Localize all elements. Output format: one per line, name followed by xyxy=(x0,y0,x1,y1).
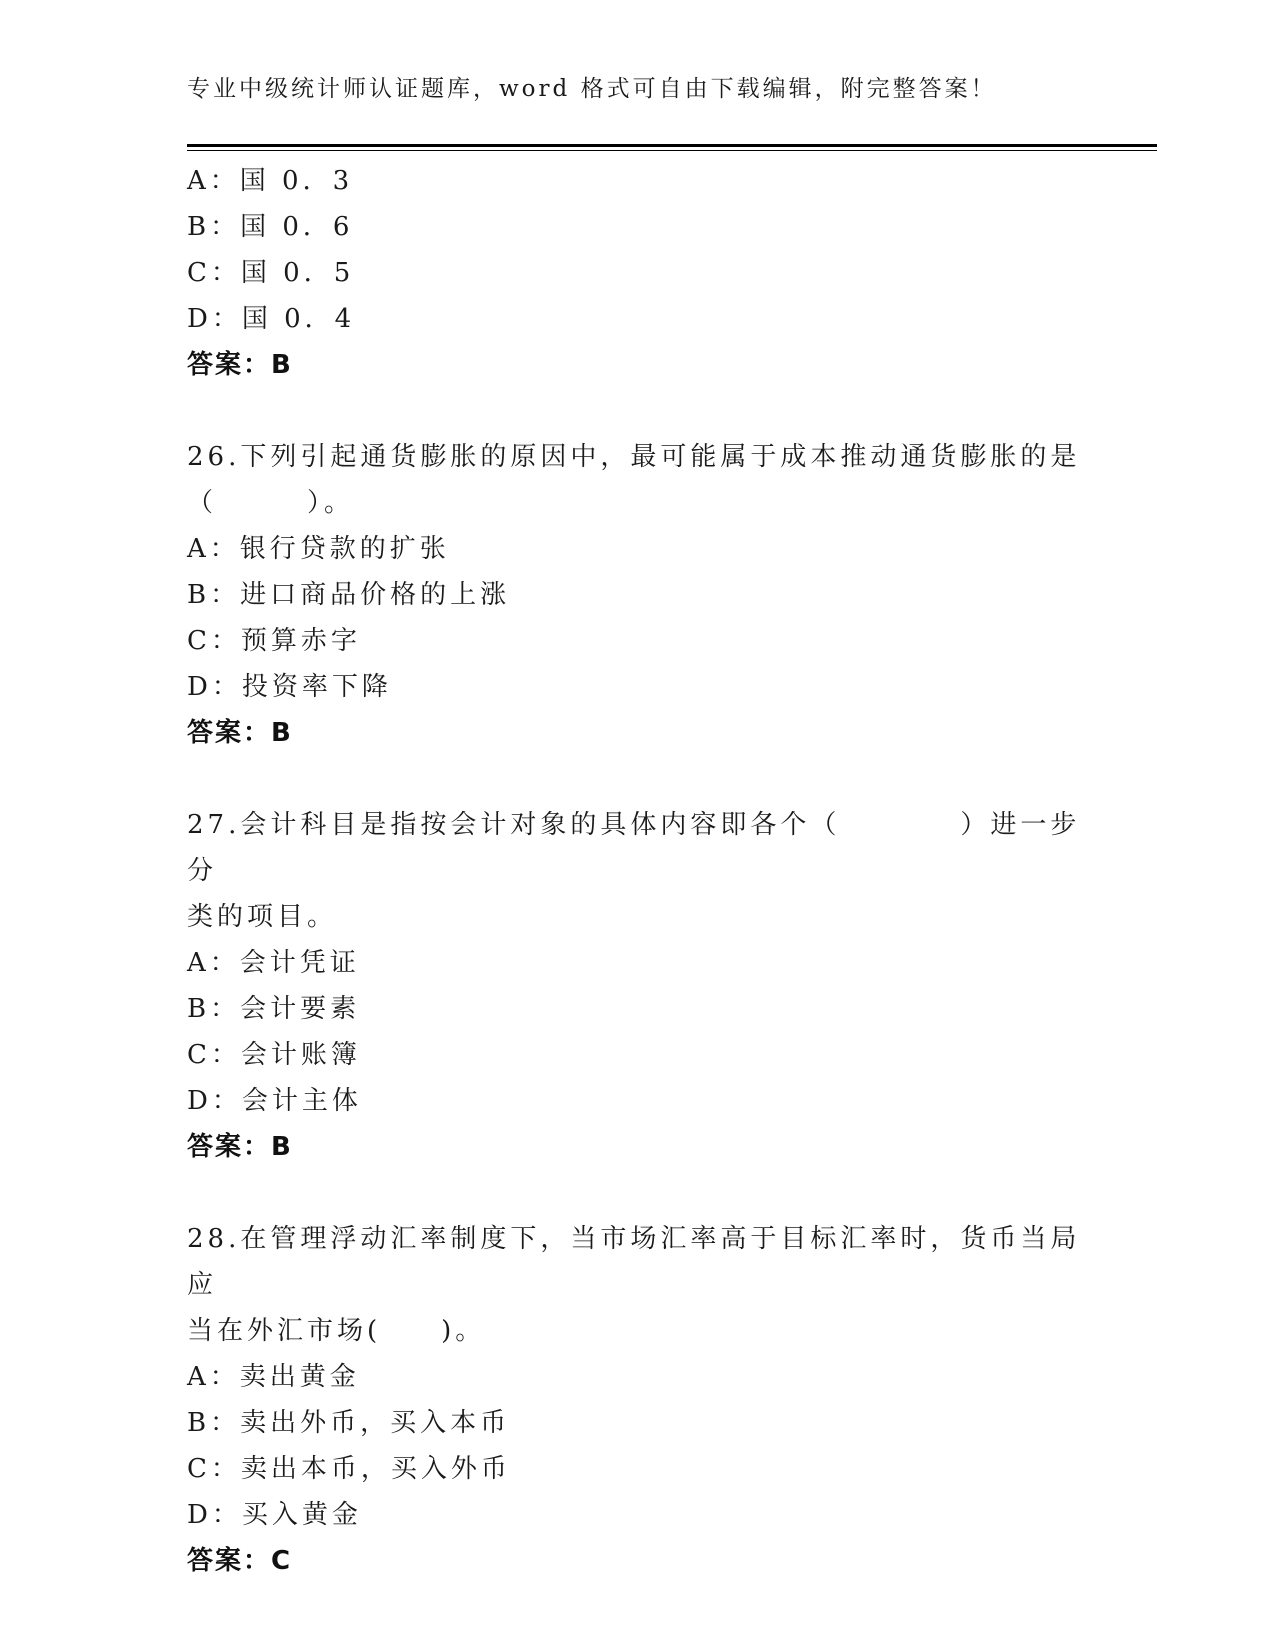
question-stem-line2: 类的项目。 xyxy=(187,902,338,932)
option-c: C：卖出本币，买入外币 xyxy=(187,1454,511,1484)
option-a: A：国 0．3 xyxy=(187,166,354,196)
option-c: C：预算赤字 xyxy=(187,626,361,656)
option-b: B：国 0．6 xyxy=(187,212,354,242)
answer: 答案：B xyxy=(187,718,293,748)
option-d: D：买入黄金 xyxy=(187,1500,362,1530)
question-stem-line1: 26.下列引起通货膨胀的原因中，最可能属于成本推动通货膨胀的是 xyxy=(187,442,1081,472)
option-b: B：卖出外币，买入本币 xyxy=(187,1408,511,1438)
answer: 答案：C xyxy=(187,1546,293,1576)
question-stem-line1: 28.在管理浮动汇率制度下，当市场汇率高于目标汇率时，货币当局应 xyxy=(187,1224,1081,1300)
option-a: A：卖出黄金 xyxy=(187,1362,360,1392)
spacer xyxy=(187,1170,1087,1216)
question-25-continued xyxy=(187,158,1087,388)
answer: 答案：B xyxy=(187,350,293,380)
option-b: B：进口商品价格的上涨 xyxy=(187,580,511,610)
header-rule-thin xyxy=(187,150,1157,151)
question-stem-line2: （ ）。 xyxy=(187,488,355,518)
question-26 xyxy=(187,434,1087,756)
question-27 xyxy=(187,802,1087,1170)
question-28 xyxy=(187,1216,1087,1584)
question-list xyxy=(187,158,1087,1584)
option-c: C：会计账簿 xyxy=(187,1040,361,1070)
option-d: D：国 0．4 xyxy=(187,304,356,334)
option-d: D：投资率下降 xyxy=(187,672,392,702)
spacer xyxy=(187,388,1087,434)
option-b: B：会计要素 xyxy=(187,994,361,1024)
option-a: A：银行贷款的扩张 xyxy=(187,534,450,564)
spacer xyxy=(187,756,1087,802)
answer: 答案：B xyxy=(187,1132,293,1162)
header-rule-thick xyxy=(187,144,1157,147)
question-stem-line1: 27.会计科目是指按会计对象的具体内容即各个（ ）进一步分 xyxy=(187,810,1081,886)
option-d: D：会计主体 xyxy=(187,1086,362,1116)
page-header: 专业中级统计师认证题库，word 格式可自由下载编辑，附完整答案！ xyxy=(187,76,997,102)
question-stem-line2: 当在外汇市场( )。 xyxy=(187,1316,486,1346)
option-a: A：会计凭证 xyxy=(187,948,360,978)
option-c: C：国 0．5 xyxy=(187,258,355,288)
